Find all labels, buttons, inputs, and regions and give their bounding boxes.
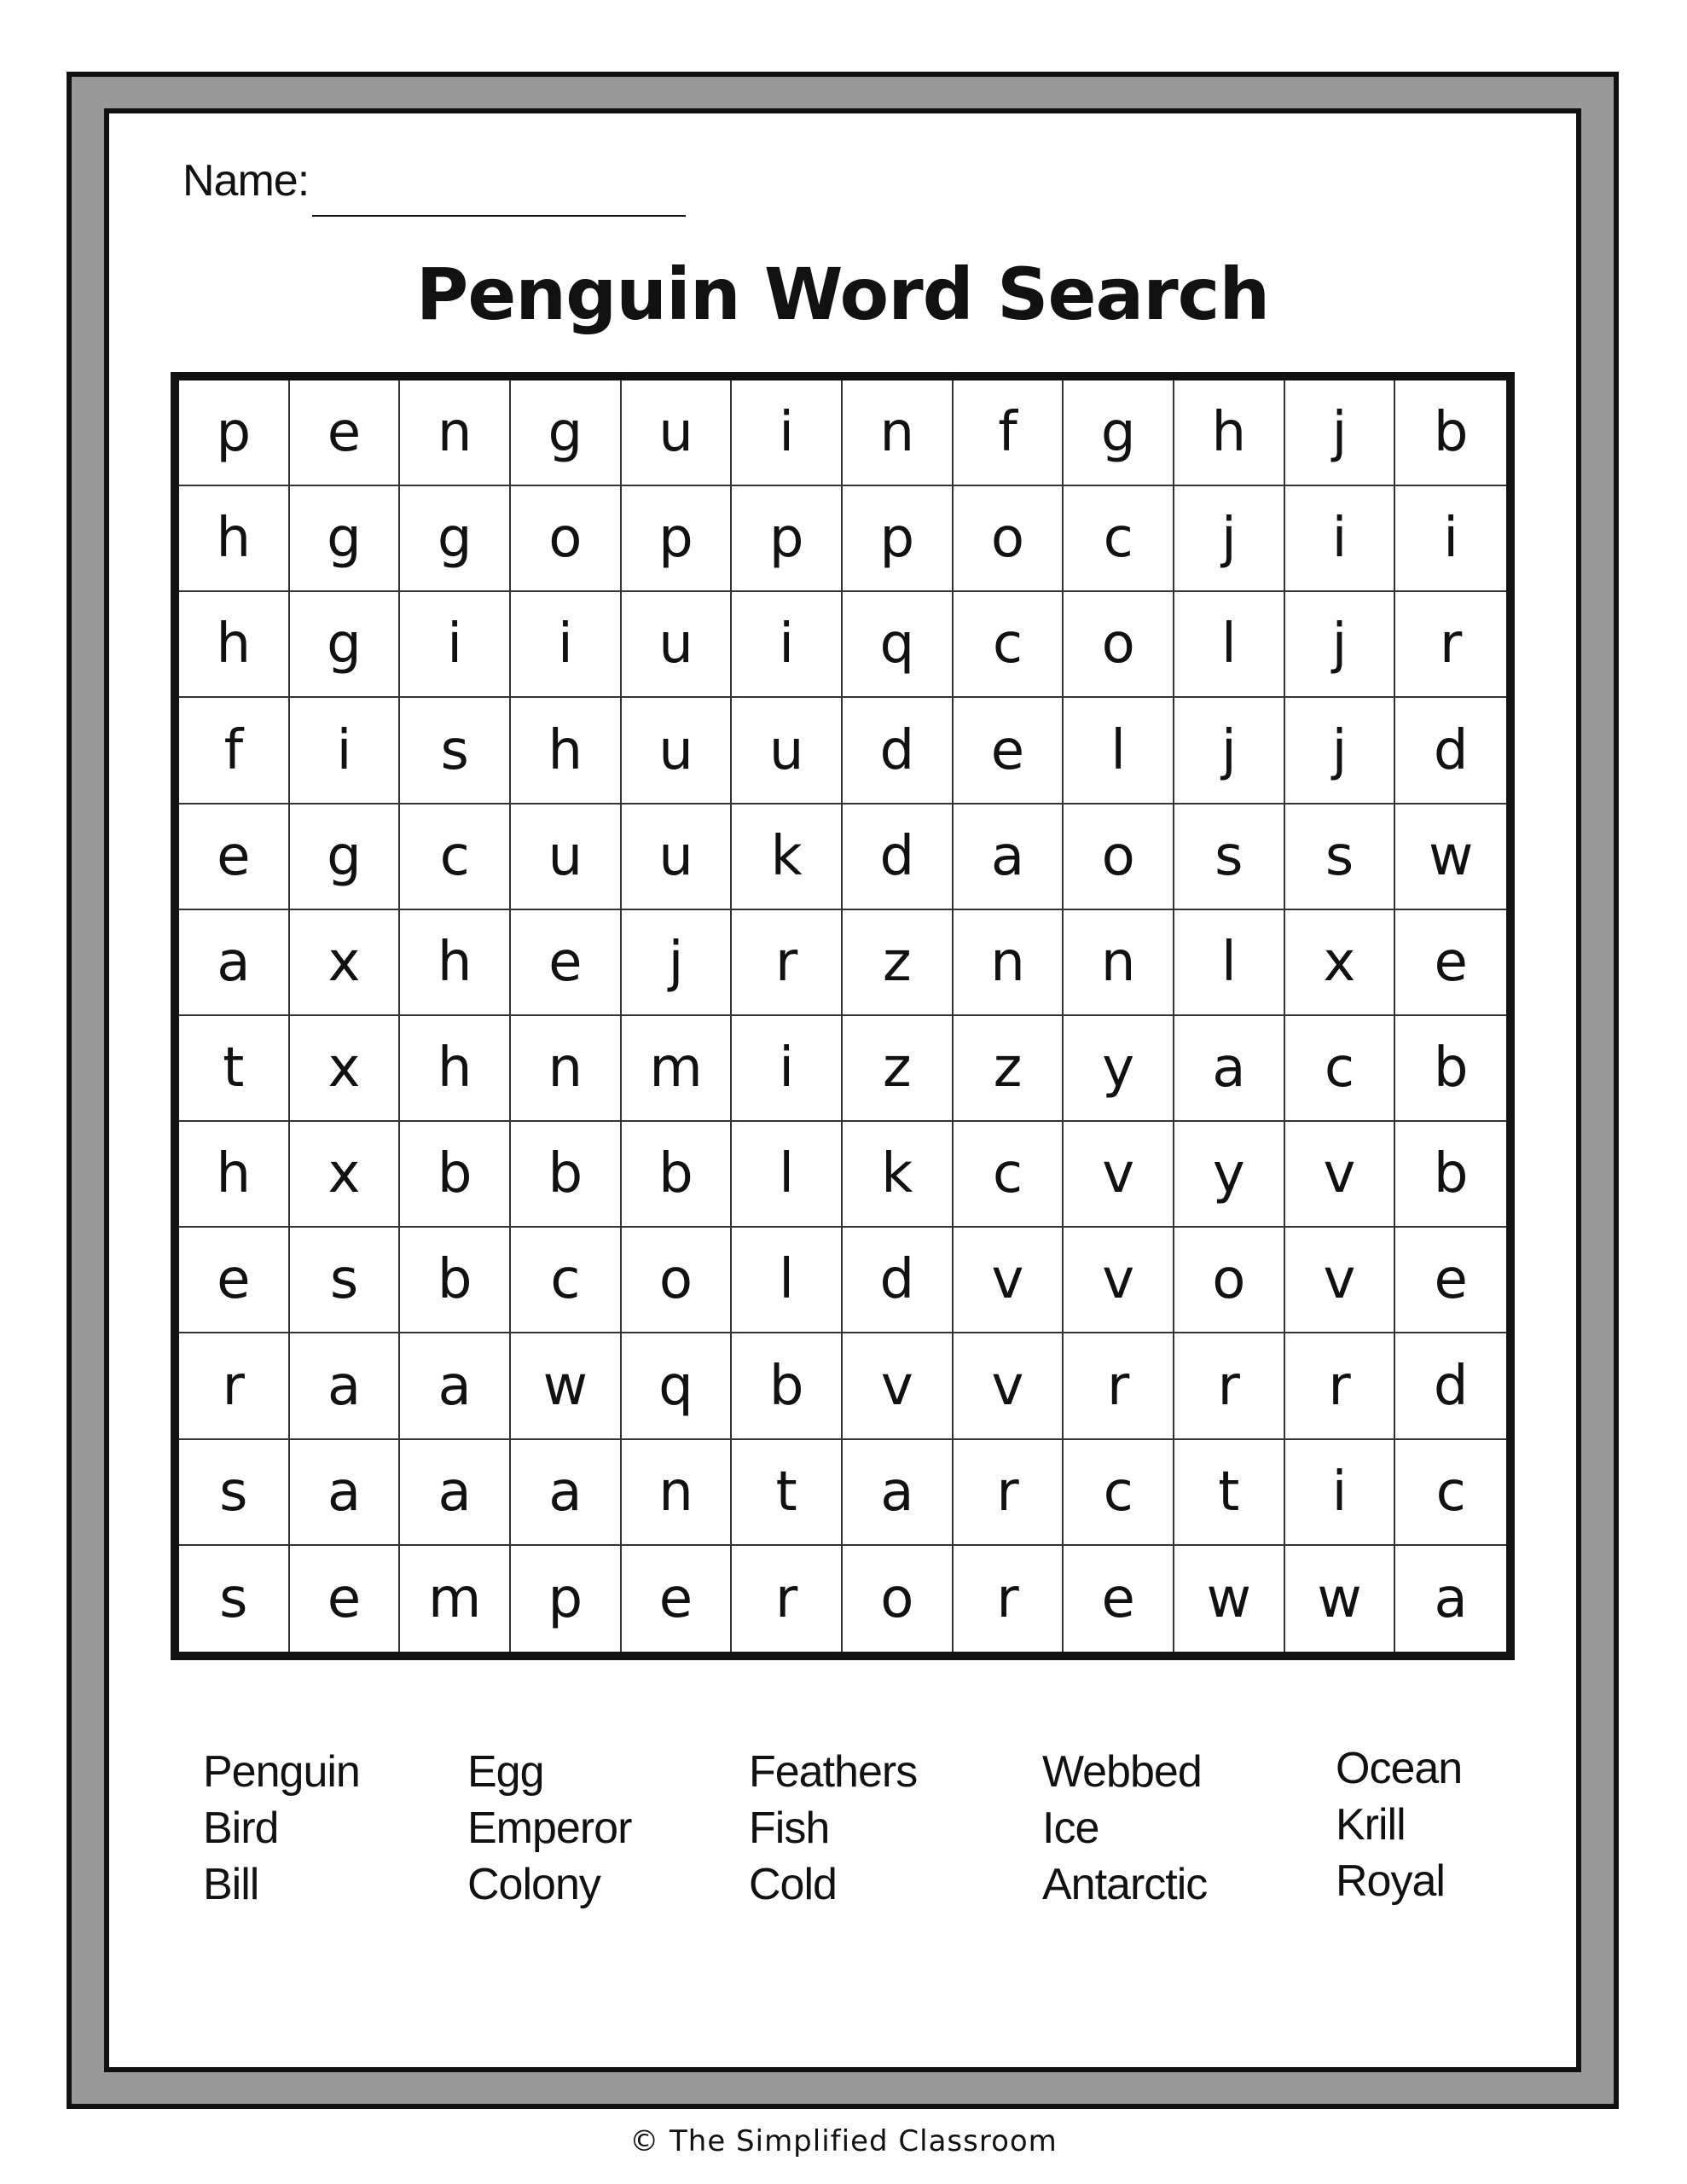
grid-cell[interactable]: e	[179, 1228, 290, 1333]
grid-cell[interactable]: r	[732, 1546, 843, 1652]
grid-cell[interactable]: l	[732, 1228, 843, 1333]
grid-cell[interactable]: b	[1395, 1122, 1506, 1228]
word-bank-column-5	[1336, 1740, 1462, 1909]
grid-cell[interactable]: k	[732, 804, 843, 910]
grid-cell[interactable]: b	[732, 1333, 843, 1439]
grid-cell[interactable]: h	[400, 910, 511, 1016]
grid-cell[interactable]: y	[1064, 1016, 1174, 1122]
grid-cell[interactable]: u	[622, 380, 733, 486]
word-bank-item: Bird	[203, 1804, 279, 1853]
word-bank-item: Krill	[1336, 1800, 1406, 1850]
grid-cell[interactable]: g	[511, 380, 622, 486]
grid-cell[interactable]: r	[1174, 1333, 1285, 1439]
grid-cell[interactable]: u	[622, 804, 733, 910]
word-bank-item: Egg	[467, 1747, 544, 1797]
grid-cell[interactable]: c	[1064, 486, 1174, 592]
grid-cell[interactable]: d	[843, 698, 954, 804]
page-title: Penguin Word Search	[415, 253, 1270, 336]
grid-cell[interactable]: i	[1395, 486, 1506, 592]
word-bank-item: Cold	[749, 1860, 837, 1909]
grid-cell[interactable]: d	[843, 804, 954, 910]
grid-cell[interactable]: c	[954, 592, 1064, 698]
grid-cell[interactable]: a	[400, 1333, 511, 1439]
grid-cell[interactable]: a	[400, 1440, 511, 1546]
grid-cell[interactable]: a	[954, 804, 1064, 910]
grid-cell[interactable]: p	[511, 1546, 622, 1652]
grid-cell[interactable]: i	[732, 592, 843, 698]
grid-cell[interactable]: c	[1064, 1440, 1174, 1546]
grid-cell[interactable]: o	[843, 1546, 954, 1652]
grid-cell[interactable]: i	[732, 380, 843, 486]
grid-cell[interactable]: e	[179, 804, 290, 910]
grid-cell[interactable]: p	[622, 486, 733, 592]
grid-cell[interactable]: w	[511, 1333, 622, 1439]
grid-cell[interactable]: x	[1285, 910, 1396, 1016]
grid-cell[interactable]: a	[290, 1333, 401, 1439]
grid-cell[interactable]: r	[1395, 592, 1506, 698]
grid-cell[interactable]: l	[732, 1122, 843, 1228]
word-bank-item: Ocean	[1336, 1744, 1463, 1793]
word-bank-item: Bill	[203, 1860, 259, 1909]
grid-cell[interactable]: p	[732, 486, 843, 592]
grid-cell[interactable]: e	[1395, 910, 1506, 1016]
grid-cell[interactable]: u	[732, 698, 843, 804]
grid-cell[interactable]: b	[622, 1122, 733, 1228]
name-row	[183, 155, 686, 224]
word-bank-item: Ice	[1042, 1804, 1099, 1853]
grid-cell[interactable]: r	[1285, 1333, 1396, 1439]
grid-cell[interactable]: p	[179, 380, 290, 486]
grid-cell[interactable]: r	[954, 1440, 1064, 1546]
grid-cell[interactable]: b	[1395, 1016, 1506, 1122]
grid-cell[interactable]: u	[511, 804, 622, 910]
grid-cell[interactable]: e	[290, 1546, 401, 1652]
grid-cell[interactable]: q	[622, 1333, 733, 1439]
grid-cell[interactable]: r	[1064, 1333, 1174, 1439]
grid-cell[interactable]: h	[179, 1122, 290, 1228]
grid-cell[interactable]: t	[732, 1440, 843, 1546]
grid-cell[interactable]: s	[179, 1440, 290, 1546]
grid-cell[interactable]: j	[622, 910, 733, 1016]
grid-cell[interactable]: q	[843, 592, 954, 698]
grid-cell[interactable]: f	[179, 698, 290, 804]
grid-cell[interactable]: w	[1174, 1546, 1285, 1652]
grid-cell[interactable]: g	[290, 486, 401, 592]
grid-cell[interactable]: m	[622, 1016, 733, 1122]
grid-cell[interactable]: a	[511, 1440, 622, 1546]
grid-cell[interactable]: o	[1064, 804, 1174, 910]
grid-cell[interactable]: g	[290, 592, 401, 698]
word-bank-column-4	[1042, 1744, 1207, 1913]
grid-cell[interactable]: e	[511, 910, 622, 1016]
grid-cell[interactable]: r	[732, 910, 843, 1016]
grid-cell[interactable]: e	[1064, 1546, 1174, 1652]
grid-cell[interactable]: h	[1174, 380, 1285, 486]
grid-cell[interactable]: e	[622, 1546, 733, 1652]
grid-cell[interactable]: a	[179, 910, 290, 1016]
word-bank-column-1	[203, 1744, 360, 1913]
grid-cell[interactable]: n	[1064, 910, 1174, 1016]
grid-cell[interactable]: i	[732, 1016, 843, 1122]
grid-cell[interactable]: o	[1174, 1228, 1285, 1333]
grid-cell[interactable]: l	[1174, 592, 1285, 698]
grid-cell[interactable]: j	[1285, 592, 1396, 698]
grid-cell[interactable]: m	[400, 1546, 511, 1652]
word-bank-item: Royal	[1336, 1856, 1445, 1906]
grid-cell[interactable]: v	[954, 1333, 1064, 1439]
grid-cell[interactable]: v	[1285, 1122, 1396, 1228]
grid-cell[interactable]: v	[1285, 1228, 1396, 1333]
grid-cell[interactable]: v	[1064, 1228, 1174, 1333]
grid-cell[interactable]: s	[1174, 804, 1285, 910]
grid-cell[interactable]: t	[179, 1016, 290, 1122]
grid-cell[interactable]: l	[1064, 698, 1174, 804]
word-bank-column-2	[467, 1744, 631, 1913]
grid-cell[interactable]: u	[622, 592, 733, 698]
grid-cell[interactable]: e	[954, 698, 1064, 804]
grid-cell[interactable]: a	[843, 1440, 954, 1546]
grid-cell[interactable]: z	[954, 1016, 1064, 1122]
grid-cell[interactable]: h	[511, 698, 622, 804]
grid-cell[interactable]: c	[400, 804, 511, 910]
grid-cell[interactable]: n	[511, 1016, 622, 1122]
grid-cell[interactable]: v	[954, 1228, 1064, 1333]
grid-cell[interactable]: c	[954, 1122, 1064, 1228]
word-bank-item: Penguin	[203, 1747, 360, 1797]
grid-cell[interactable]: l	[1174, 910, 1285, 1016]
grid-cell[interactable]: x	[290, 1016, 401, 1122]
grid-cell[interactable]: i	[400, 592, 511, 698]
grid-cell[interactable]: e	[290, 380, 401, 486]
grid-cell[interactable]: v	[843, 1333, 954, 1439]
grid-cell[interactable]: d	[1395, 1333, 1506, 1439]
grid-cell[interactable]: o	[511, 486, 622, 592]
grid-cell[interactable]: c	[511, 1228, 622, 1333]
grid-cell[interactable]: b	[1395, 380, 1506, 486]
grid-cell[interactable]: b	[511, 1122, 622, 1228]
grid-cell[interactable]: b	[400, 1228, 511, 1333]
grid-cell[interactable]: h	[179, 592, 290, 698]
grid-cell[interactable]: a	[290, 1440, 401, 1546]
grid-cell[interactable]: j	[1285, 380, 1396, 486]
grid-cell[interactable]: n	[843, 380, 954, 486]
word-bank-item: Emperor	[467, 1804, 632, 1853]
grid-cell[interactable]: k	[843, 1122, 954, 1228]
grid-cell[interactable]: n	[954, 910, 1064, 1016]
grid-cell[interactable]: s	[400, 698, 511, 804]
grid-cell[interactable]: v	[1064, 1122, 1174, 1228]
grid-cell[interactable]: i	[1285, 1440, 1396, 1546]
grid-cell[interactable]: j	[1174, 486, 1285, 592]
grid-cell[interactable]: s	[1285, 804, 1396, 910]
grid-cell[interactable]: r	[954, 1546, 1064, 1652]
word-bank-item: Fish	[749, 1804, 830, 1853]
grid-cell[interactable]: p	[843, 486, 954, 592]
word-search-grid	[171, 372, 1515, 1660]
grid-cell[interactable]: x	[290, 910, 401, 1016]
grid-cell[interactable]: o	[1064, 592, 1174, 698]
word-bank-column-3	[749, 1744, 917, 1913]
grid-cell[interactable]: w	[1285, 1546, 1396, 1652]
grid-cell[interactable]: s	[179, 1546, 290, 1652]
grid-cell[interactable]: x	[290, 1122, 401, 1228]
grid-cell[interactable]: c	[1395, 1440, 1506, 1546]
grid-cell[interactable]: d	[1395, 698, 1506, 804]
word-bank-item: Antarctic	[1042, 1860, 1208, 1909]
grid-cell[interactable]: f	[954, 380, 1064, 486]
grid-cell[interactable]: z	[843, 1016, 954, 1122]
grid-cell[interactable]: n	[400, 380, 511, 486]
grid-cell[interactable]: b	[400, 1122, 511, 1228]
grid-cell[interactable]: y	[1174, 1122, 1285, 1228]
word-bank-item: Feathers	[749, 1747, 918, 1797]
word-bank-item: Colony	[467, 1860, 600, 1909]
grid-cell[interactable]: a	[1174, 1016, 1285, 1122]
grid-cell[interactable]: i	[290, 698, 401, 804]
grid-cell[interactable]: g	[290, 804, 401, 910]
grid-cell[interactable]: o	[954, 486, 1064, 592]
grid-cell[interactable]: h	[179, 486, 290, 592]
grid-cell[interactable]: j	[1174, 698, 1285, 804]
grid-cell[interactable]: e	[1395, 1228, 1506, 1333]
grid-cell[interactable]: i	[1285, 486, 1396, 592]
grid-cell[interactable]: h	[400, 1016, 511, 1122]
grid-cell[interactable]: r	[179, 1333, 290, 1439]
copyright-footer: © The Simplified Classroom	[629, 2124, 1058, 2158]
grid-cell[interactable]: g	[1064, 380, 1174, 486]
grid-cell[interactable]: z	[843, 910, 954, 1016]
grid-cell[interactable]: t	[1174, 1440, 1285, 1546]
name-input-line[interactable]	[312, 215, 686, 217]
grid-cell[interactable]: w	[1395, 804, 1506, 910]
grid-cell[interactable]: u	[622, 698, 733, 804]
grid-cell[interactable]: g	[400, 486, 511, 592]
grid-cell[interactable]: n	[622, 1440, 733, 1546]
name-label: Name:	[183, 156, 310, 206]
grid-cell[interactable]: j	[1285, 698, 1396, 804]
grid-cell[interactable]: a	[1434, 1566, 1468, 1630]
grid-cell[interactable]: o	[622, 1228, 733, 1333]
grid-cell[interactable]: c	[1285, 1016, 1396, 1122]
grid-cell[interactable]: s	[290, 1228, 401, 1333]
grid-cell[interactable]: d	[843, 1228, 954, 1333]
grid-cell[interactable]: i	[511, 592, 622, 698]
word-bank-item: Webbed	[1042, 1747, 1202, 1797]
